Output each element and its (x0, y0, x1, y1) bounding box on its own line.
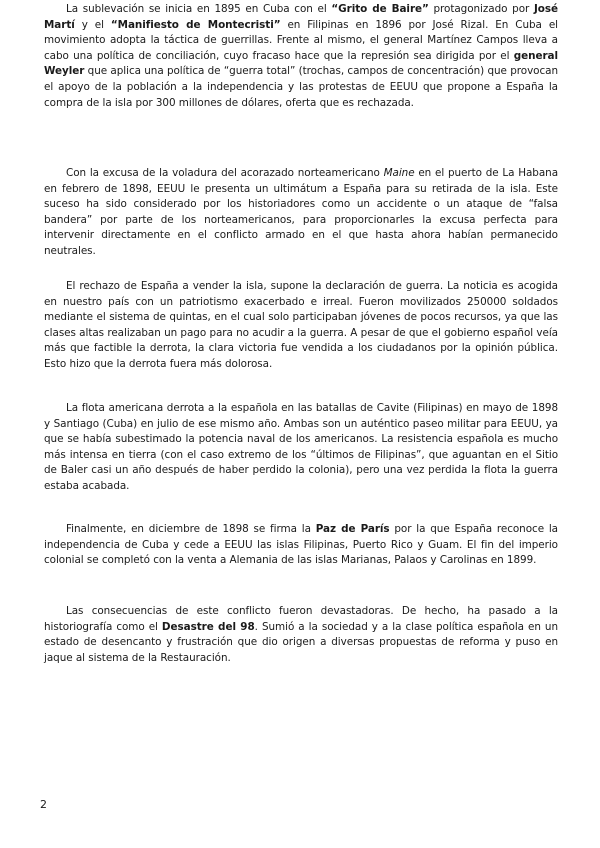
text-run: Con la excusa de la voladura del acorazado norteamericano (66, 167, 384, 179)
text-run: Finalmente, en diciembre de 1898 se firma la (66, 523, 316, 535)
bold-term: “Grito de Baire” (331, 3, 429, 15)
text-run: y el (74, 18, 111, 31)
text-run: La flota americana derrota a la española en las batallas de Cavite (Filipinas) en mayo de 1898 y Santiago (Cuba) en julio de ese mismo año. Ambas son un auténtico paseo militar para EEUU, ya que se había subestimado la potencia naval de los americanos. La resistencia española es mucho más intensa en tierra (con el caso extremo de los “últimos de Filipinas”, que aguantan en el Sitio de Baler casi un año después de haber perdido la colonia), pero una vez perdida la flota la guerra estaba acabada. (44, 402, 558, 492)
text-run: en el puerto de La Habana en febrero de 1898, EEUU le presenta un ultimátum a España para su retirada de la isla. Este suceso ha sido considerado por los historiadores como un accidente o un ataque de “falsa bandera” por parte de los norteamericanos, para proporcionarles la excusa perfecta para intervenir directamente en el conflicto armado en el que hasta ahora habían permanecido neutrales. (44, 167, 559, 257)
paragraph-maine (44, 166, 558, 260)
text-run: El rechazo de España a vender la isla, supone la declaración de guerra. La noticia es acogida en nuestro país con un patriotismo exacerbado e irreal. Fueron movilizados 250000 soldados mediante el sistema de quintas, en el cual solo participaban jóvenes de pocos recursos, ya que las clases altas realizaban un pago para no acudir a la guerra. A pesar de que el gobierno español veía más que factible la derrota, la clara victoria fue vendida a los ciudadanos por la opinión pública. Esto hizo que la derrota fuera más dolorosa. (44, 280, 558, 370)
bold-term: general Weyler (44, 49, 558, 78)
bold-term: “Manifiesto de Montecristi” (110, 18, 281, 31)
paragraph-desastre-98 (44, 604, 558, 666)
page-number: 2 (40, 798, 47, 811)
bold-term: Paz de París (315, 523, 390, 535)
paragraph-declaracion-guerra (44, 279, 558, 373)
text-run: La sublevación se inicia en 1895 en Cuba con el (66, 3, 332, 15)
italic-term: Maine (383, 167, 415, 179)
bold-term: Desastre del 98 (161, 620, 255, 633)
paragraph-batallas (44, 401, 558, 495)
text-run: en Filipinas en 1896 por José Rizal. En Cuba el movimiento adopta la táctica de guerrillas. Frente al mismo, el general Martínez Campos lleva a cabo una política de conciliación, cuyo fracaso hace que la represión sea dirigida por el (44, 18, 558, 62)
text-run: protagonizado por (428, 3, 534, 15)
text-run: que aplica una política de “guerra total” (trochas, campos de concentración) que provocan el apoyo de la población a la independencia y las protestas de EEUU que propone a España la compra de la isla por 300 millones de dólares, oferta que es rechazada. (44, 65, 558, 109)
text-run: . Sumió a la sociedad y a la clase política española en un estado de desencanto y frustración que dio origen a diversas propuestas de reforma y puso en jaque al sistema de la Restauración. (44, 620, 558, 664)
bold-term: José Martí (44, 3, 558, 31)
paragraph-grito-de-baire (44, 2, 558, 111)
text-run: por la que España reconoce la independencia de Cuba y cede a EEUU las islas Filipinas, Puerto Rico y Guam. El fin del imperio colonial se completó con la venta a Alemania de las islas Marianas, Palaos y Carolinas en 1899. (44, 523, 558, 567)
paragraph-paz-de-paris (44, 522, 558, 569)
text-run: Las consecuencias de este conflicto fueron devastadoras. De hecho, ha pasado a la historiografía como el (44, 605, 558, 633)
